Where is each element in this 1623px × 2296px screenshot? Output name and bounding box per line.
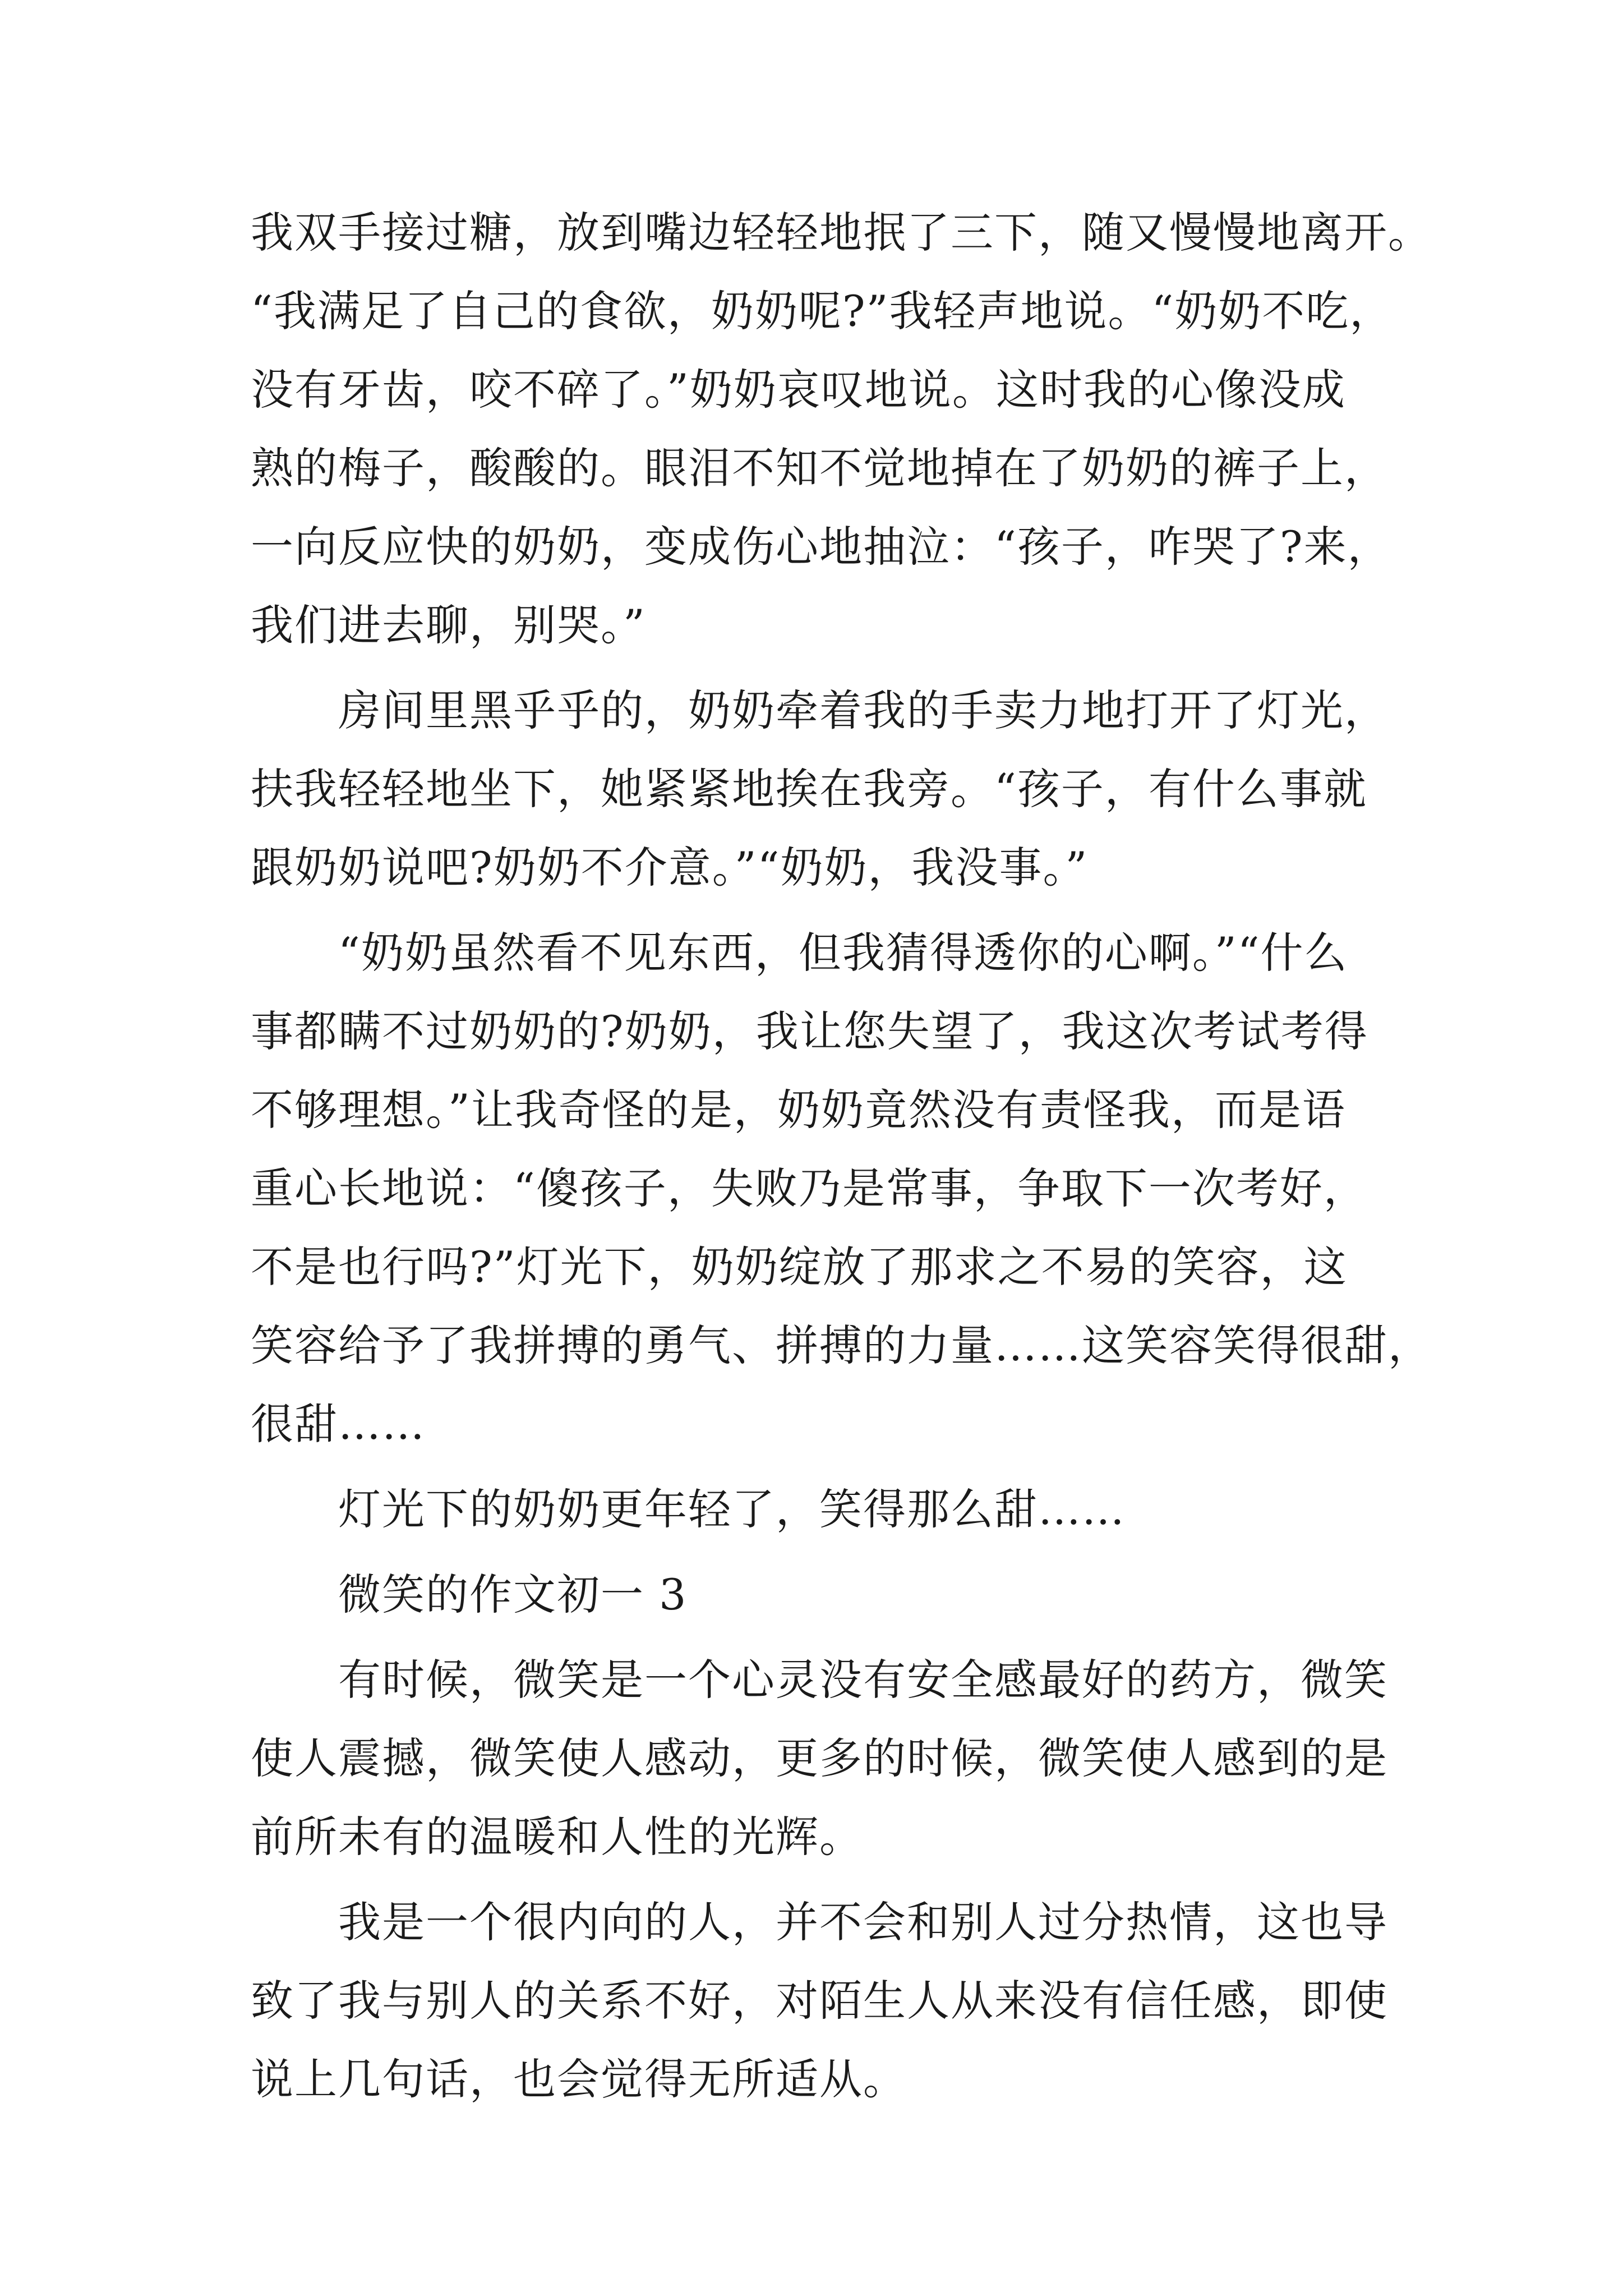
text-line: 说上几句话，也会觉得无所适从。 [251,2054,907,2104]
text-line: 致了我与别人的关系不好，对陌生人从来没有信任感，即使 [251,1976,1388,2026]
paragraph [251,914,1432,1464]
text-line: 跟奶奶说吧?奶奶不介意。”“奶奶，我没事。” [251,843,1089,892]
section-heading [251,1556,1389,1634]
paragraph [251,671,1389,907]
text-line: 不是也行吗?”灯光下，奶奶绽放了那求之不易的笑容，这 [251,1242,1348,1292]
text-line: “我满足了自己的食欲，奶奶呢?”我轻声地说。“奶奶不吃， [251,286,1394,336]
paragraph [251,1883,1389,2119]
text-line: 使人震撼，微笑使人感动，更多的时候，微笑使人感到的是 [251,1733,1388,1783]
paragraph [251,1470,1389,1549]
text-line: 事都瞒不过奶奶的?奶奶，我让您失望了，我这次考试考得 [251,1006,1368,1056]
text-line: 房间里黑乎乎的，奶奶牵着我的手卖力地打开了灯光， [338,685,1388,735]
paragraph [251,194,1432,665]
text-line: 很甜…… [251,1399,426,1449]
text-line: 一向反应快的奶奶，变成伤心地抽泣：“孩子，咋哭了?来， [251,522,1391,572]
text-line: “奶奶虽然看不见东西，但我猜得透你的心啊。”“什么 [338,928,1348,978]
text-line: 我们进去聊，别哭。” [251,600,646,650]
text-line: 熟的梅子，酸酸的。眼泪不知不觉地掉在了奶奶的裤子上， [251,443,1388,493]
text-line: 没有牙齿，咬不碎了。”奶奶哀叹地说。这时我的心像没成 [251,365,1346,415]
text-line: 前所未有的温暖和人性的光辉。 [251,1812,863,1862]
text-line: 有时候，微笑是一个心灵没有安全感最好的药方，微笑 [338,1655,1388,1705]
text-line: 灯光下的奶奶更年轻了，笑得那么甜…… [338,1484,1126,1534]
paragraph [251,1641,1389,1876]
text-line: 我是一个很内向的人，并不会和别人过分热情，这也导 [338,1897,1388,1947]
document-body [251,194,1432,2119]
text-line: 微笑的作文初一 3 [338,1570,688,1619]
text-line: 重心长地说：“傻孩子，失败乃是常事，争取下一次考好， [251,1163,1367,1213]
text-line: 不够理想。”让我奇怪的是，奶奶竟然没有责怪我，而是语 [251,1085,1346,1135]
text-line: 我双手接过糖，放到嘴边轻轻地抿了三下，随又慢慢地离开。 [251,208,1432,257]
text-line: 笑容给予了我拼搏的勇气、拼搏的力量……这笑容笑得很甜， [251,1320,1432,1370]
text-line: 扶我轻轻地坐下，她紧紧地挨在我旁。“孩子，有什么事就 [251,764,1367,814]
